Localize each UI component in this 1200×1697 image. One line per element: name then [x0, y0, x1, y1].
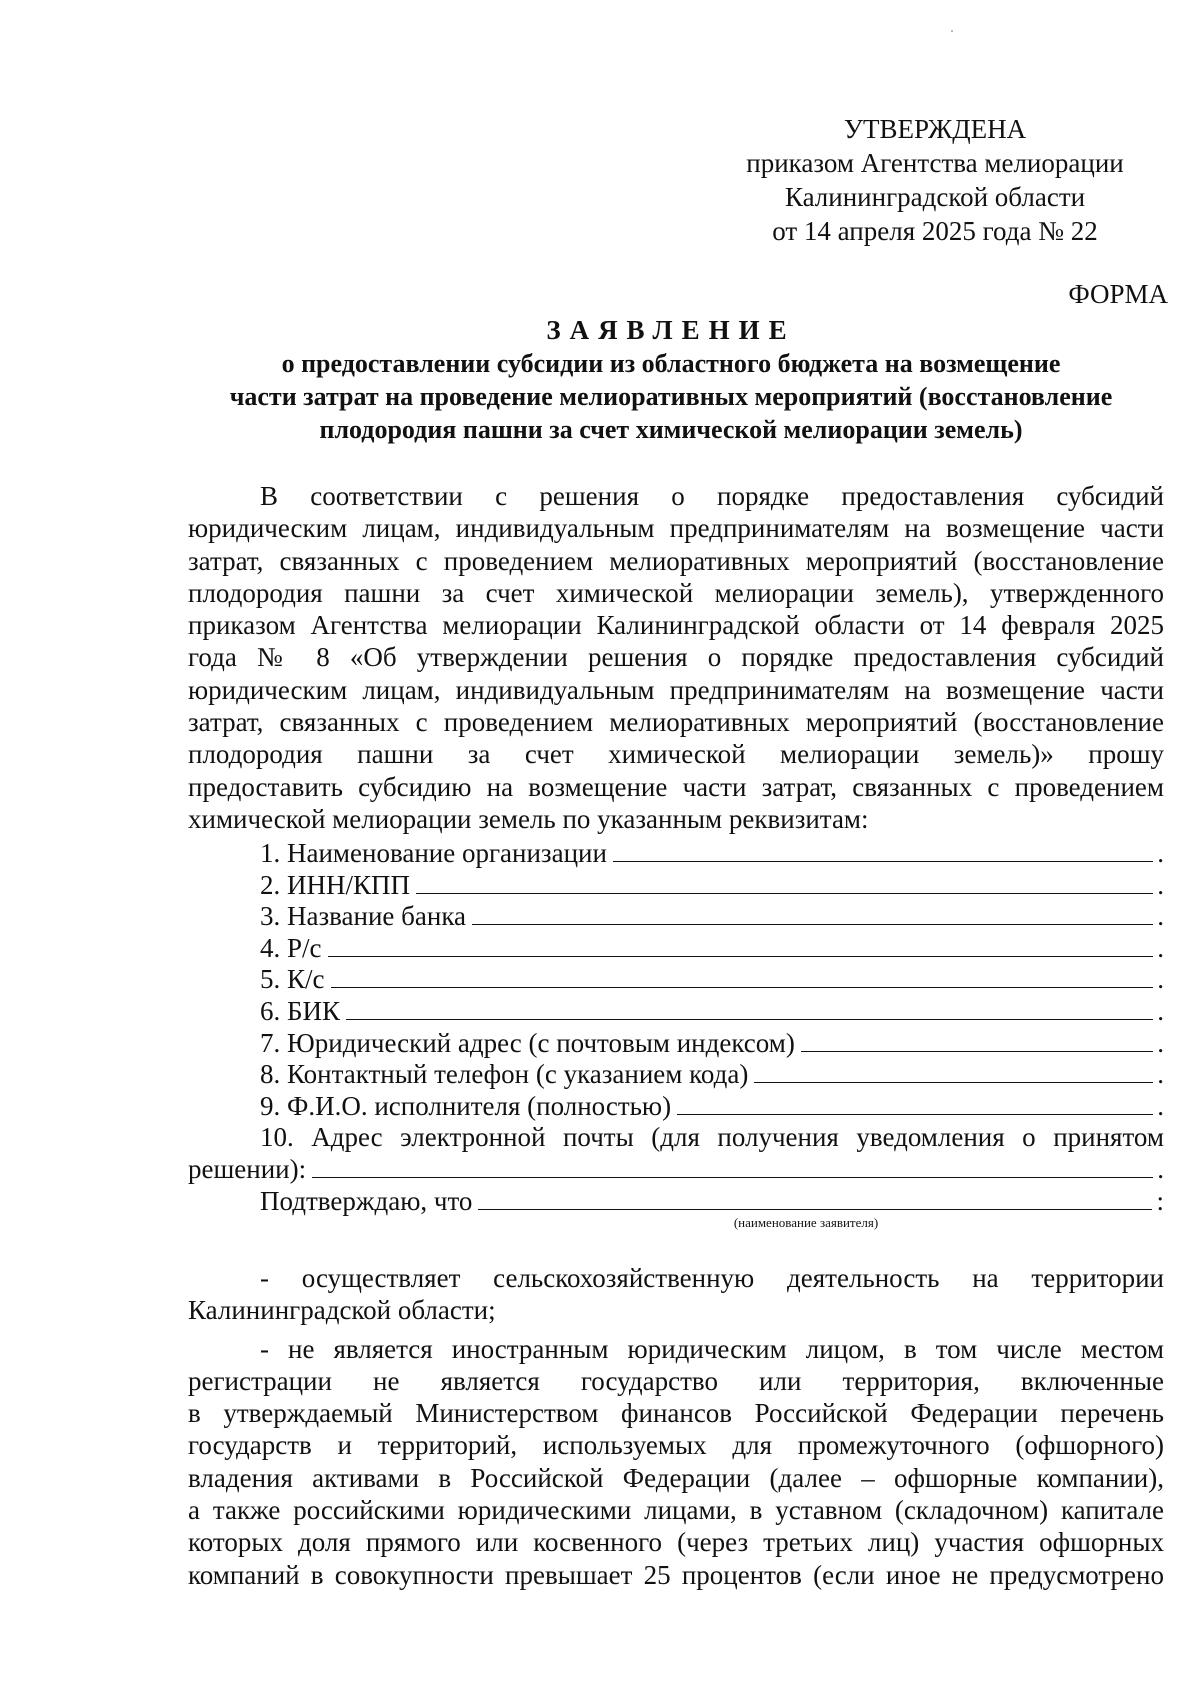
paragraph-line: В соответствии с решения о порядке предоставления субсидий	[260, 481, 1164, 511]
field-end-mark: .	[1157, 932, 1164, 963]
paragraph-line: юридическим лицам, индивидуальным предпринимателям на возмещение части	[188, 674, 1164, 705]
email-input-line[interactable]	[312, 1155, 1153, 1178]
field-end-mark: .	[1157, 1153, 1164, 1184]
field-bik	[188, 996, 1164, 1028]
field-label: 6. БИК	[260, 995, 341, 1026]
field-email	[188, 1154, 1164, 1186]
condition-line: которых доля прямого или косвенного (через третьих лиц) участия офшорных	[188, 1527, 1164, 1558]
condition-line: а также российскими юридическими лицами, в уставном (складочном) капитале	[188, 1495, 1164, 1526]
executor-name-input-line[interactable]	[677, 1092, 1153, 1115]
inn-kpp-input-line[interactable]	[416, 871, 1153, 894]
field-executor-name	[188, 1091, 1164, 1123]
field-correspondent-account	[188, 964, 1164, 996]
condition-line: регистрации не является государство или территория, включенные	[188, 1365, 1164, 1396]
field-end-mark: .	[1157, 901, 1164, 932]
bik-input-line[interactable]	[346, 997, 1153, 1020]
field-end-mark: .	[1157, 869, 1164, 900]
field-inn-kpp	[188, 870, 1164, 902]
condition-line: государств и территорий, используемых для промежуточного (офшорного)	[188, 1430, 1164, 1461]
paragraph-line: предоставить субсидию на возмещение части затрат, связанных с проведением	[188, 771, 1164, 802]
settlement-account-input-line[interactable]	[328, 934, 1154, 957]
field-organization-name	[188, 838, 1164, 870]
document-subtitle	[176, 347, 1166, 446]
approval-region: Калининградской области	[784, 182, 1086, 212]
form-label: ФОРМА	[1068, 279, 1168, 309]
document-title: ЗАЯВЛЕНИЕ	[546, 315, 796, 345]
confirm-label: Подтверждаю, что	[260, 1185, 473, 1216]
field-label: 5. К/с	[260, 964, 325, 995]
field-label: 2. ИНН/КПП	[260, 869, 411, 900]
requisites-form	[188, 838, 1164, 1231]
approval-order: приказом Агентства мелиорации	[746, 148, 1124, 178]
applicant-name-input-line[interactable]	[478, 1187, 1152, 1210]
paragraph-line: плодородия пашни за счет химической мелиорации земель), утвержденного	[188, 577, 1164, 608]
field-label: 9. Ф.И.О. исполнителя (полностью)	[260, 1090, 672, 1121]
intro-paragraph	[188, 480, 1164, 835]
subtitle-line: о предоставлении субсидии из областного бюджета на возмещение	[281, 349, 1061, 378]
document-title-block	[176, 313, 1166, 446]
field-email-heading	[188, 1122, 1164, 1154]
applicant-name-caption: (наименование заявителя)	[733, 1215, 879, 1231]
bank-name-input-line[interactable]	[472, 902, 1153, 925]
field-contact-phone	[188, 1059, 1164, 1091]
conditions-list	[188, 1262, 1164, 1591]
condition-line: Калининградской области;	[188, 1295, 496, 1326]
field-end-mark: .	[1157, 1090, 1164, 1121]
approval-stamp-block	[700, 112, 1170, 248]
field-label: 3. Название банка	[260, 901, 467, 932]
field-confirm	[188, 1186, 1164, 1218]
paragraph-line: затрат, связанных с проведением мелиоративных мероприятий (восстановление	[188, 545, 1164, 576]
field-legal-address	[188, 1028, 1164, 1060]
field-label: 7. Юридический адрес (с почтовым индексом)	[260, 1027, 795, 1058]
paragraph-line: химической мелиорации земель по указанным реквизитам:	[188, 803, 869, 834]
scan-artifact	[951, 30, 953, 32]
field-bank-name	[188, 901, 1164, 933]
field-end-mark: .	[1157, 964, 1164, 995]
field-settlement-account	[188, 933, 1164, 965]
organization-name-input-line[interactable]	[613, 839, 1153, 862]
paragraph-line: приказом Агентства мелиорации Калининградской области от 14 февраля 2025	[188, 610, 1164, 641]
condition-line: - осуществляет сельскохозяйственную деятельность на территории	[260, 1263, 1164, 1293]
approval-heading: УТВЕРЖДЕНА	[843, 114, 1027, 144]
legal-address-input-line[interactable]	[801, 1029, 1153, 1052]
subtitle-line: части затрат на проведение мелиоративных мероприятий (восстановление	[229, 382, 1113, 411]
field-label: решении):	[188, 1153, 307, 1184]
paragraph-line: года № 8 «Об утверждении решения о порядке предоставления субсидий	[188, 642, 1164, 673]
approval-date: от 14 апреля 2025 года № 22	[772, 216, 1098, 246]
condition-line: в утверждаемый Министерством финансов Российской Федерации перечень	[188, 1398, 1164, 1429]
field-end-mark: .	[1157, 1059, 1164, 1090]
field-end-mark: .	[1157, 1027, 1164, 1058]
field-end-mark: .	[1157, 838, 1164, 868]
field-label: 1. Наименование организации	[260, 838, 607, 868]
condition-line: компаний в совокупности превышает 25 процентов (если иное не предусмотрено	[188, 1559, 1164, 1590]
field-end-mark: :	[1156, 1185, 1164, 1216]
paragraph-line: затрат, связанных с проведением мелиоративных мероприятий (восстановление	[188, 707, 1164, 738]
field-label: 8. Контактный телефон (с указанием кода)	[260, 1059, 749, 1090]
condition-line: владения активами в Российской Федерации (далее – офшорные компании),	[188, 1462, 1164, 1493]
field-end-mark: .	[1157, 995, 1164, 1026]
paragraph-line: юридическим лицам, индивидуальным предпринимателям на возмещение части	[188, 513, 1164, 544]
subtitle-line: плодородия пашни за счет химической мелиорации земель)	[319, 415, 1023, 444]
field-label: 4. Р/с	[260, 932, 322, 963]
email-field-label: 10. Адрес электронной почты (для получения уведомления о принятом	[260, 1122, 1164, 1153]
contact-phone-input-line[interactable]	[754, 1060, 1153, 1083]
correspondent-account-input-line[interactable]	[331, 965, 1154, 988]
paragraph-line: плодородия пашни за счет химической мелиорации земель)» прошу	[188, 739, 1164, 770]
condition-line: - не является иностранным юридическим лицом, в том числе местом	[260, 1333, 1164, 1364]
